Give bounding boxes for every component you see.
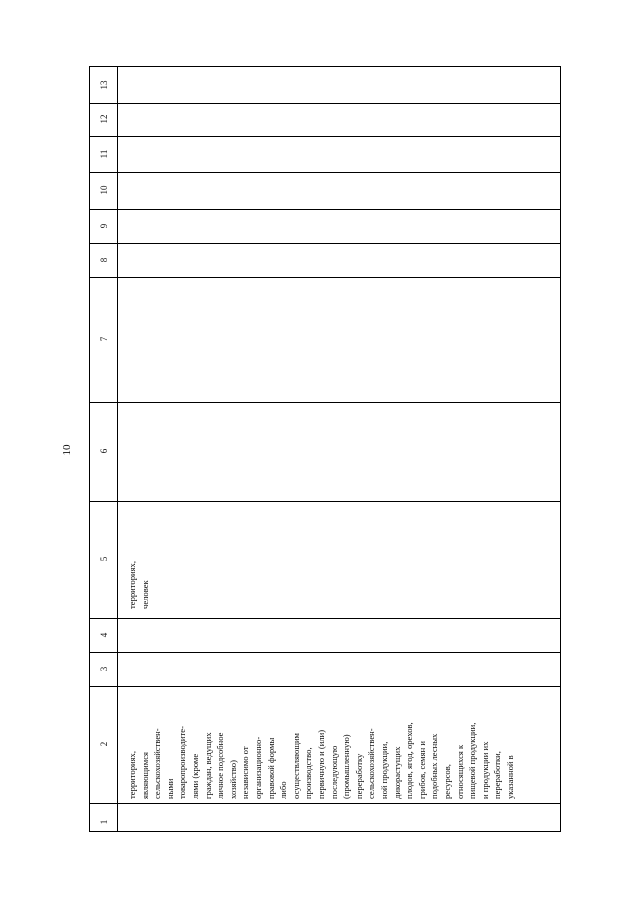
column-number: 1 (99, 819, 109, 825)
cell-text-line: ресурсов, (442, 764, 452, 799)
column-number: 3 (99, 666, 109, 672)
cell-text-line: правовой формы (265, 737, 276, 799)
col-divider (90, 209, 560, 210)
col-divider (90, 402, 560, 403)
cell-text-line: грибов, семян и (416, 741, 427, 799)
cell-text-line: плодов, ягод, орехов, (404, 722, 415, 799)
cell-text-line: товаропроизводите- (177, 726, 188, 799)
table (89, 66, 561, 832)
cell-text-line: пищевой продукции, (467, 722, 478, 799)
cell-text-line: последующую (328, 745, 339, 799)
col-divider (90, 686, 560, 687)
cell-text-line: личное подсобное (215, 732, 226, 799)
cell-text-line: первичную и (или) (316, 729, 326, 799)
cell-text-line: относящихся к (454, 744, 465, 799)
cell-text-line: переработки, (492, 751, 503, 799)
col-divider (90, 243, 560, 244)
cell-text-line: подобных лесных (429, 733, 440, 799)
column-number: 8 (99, 257, 109, 263)
cell-text-line: производство, (303, 747, 314, 799)
cell-text-line: дикорастущих (391, 746, 402, 799)
cell-text-line: независимо от (240, 746, 251, 799)
cell-text-line: сельскохозяйствен- (152, 728, 163, 799)
cell-text-line: ными (164, 778, 175, 799)
col-divider (90, 652, 560, 653)
cell-text-line: осуществляющим (290, 733, 301, 799)
cell-text-line: переработку (353, 753, 364, 799)
column-number: 9 (99, 223, 109, 229)
col-divider (90, 103, 560, 104)
page-number: 10 (61, 444, 73, 456)
col-divider (90, 803, 560, 804)
col-divider (90, 618, 560, 619)
cell-text-line: указанной в (505, 755, 515, 799)
cell-text-line: лями (кроме (190, 753, 200, 799)
column-number: 13 (99, 80, 109, 90)
column-number: 12 (99, 114, 109, 124)
cell-text-line: сельскохозяйствен- (366, 728, 377, 799)
cell-text-line: территориях, (127, 561, 137, 609)
cell-text-line: (промышленную) (341, 734, 352, 799)
cell-text-line: и продукции их (479, 741, 490, 799)
cell-text-line: являющимся (139, 752, 150, 799)
column-number: 2 (99, 741, 109, 747)
column-number: 5 (99, 556, 109, 562)
cell-text-line: человек (139, 580, 150, 609)
cell-text-line: хозяйство) (227, 760, 238, 799)
column-number: 6 (99, 448, 109, 454)
col-divider (90, 277, 560, 278)
col-divider (90, 501, 560, 502)
cell-text-line: ной продукции, (379, 741, 389, 799)
cell-text-line: территориях, (127, 751, 137, 799)
col-divider (90, 136, 560, 137)
column-number: 10 (99, 185, 109, 195)
column-number: 4 (99, 632, 109, 638)
cell-text-line: либо (278, 781, 289, 799)
cell-text-line: организационно- (253, 736, 263, 799)
col-divider (90, 172, 560, 173)
cell-text-line: граждан, ведущих (202, 732, 213, 799)
column-number: 7 (99, 336, 109, 342)
column-number: 11 (99, 149, 109, 159)
